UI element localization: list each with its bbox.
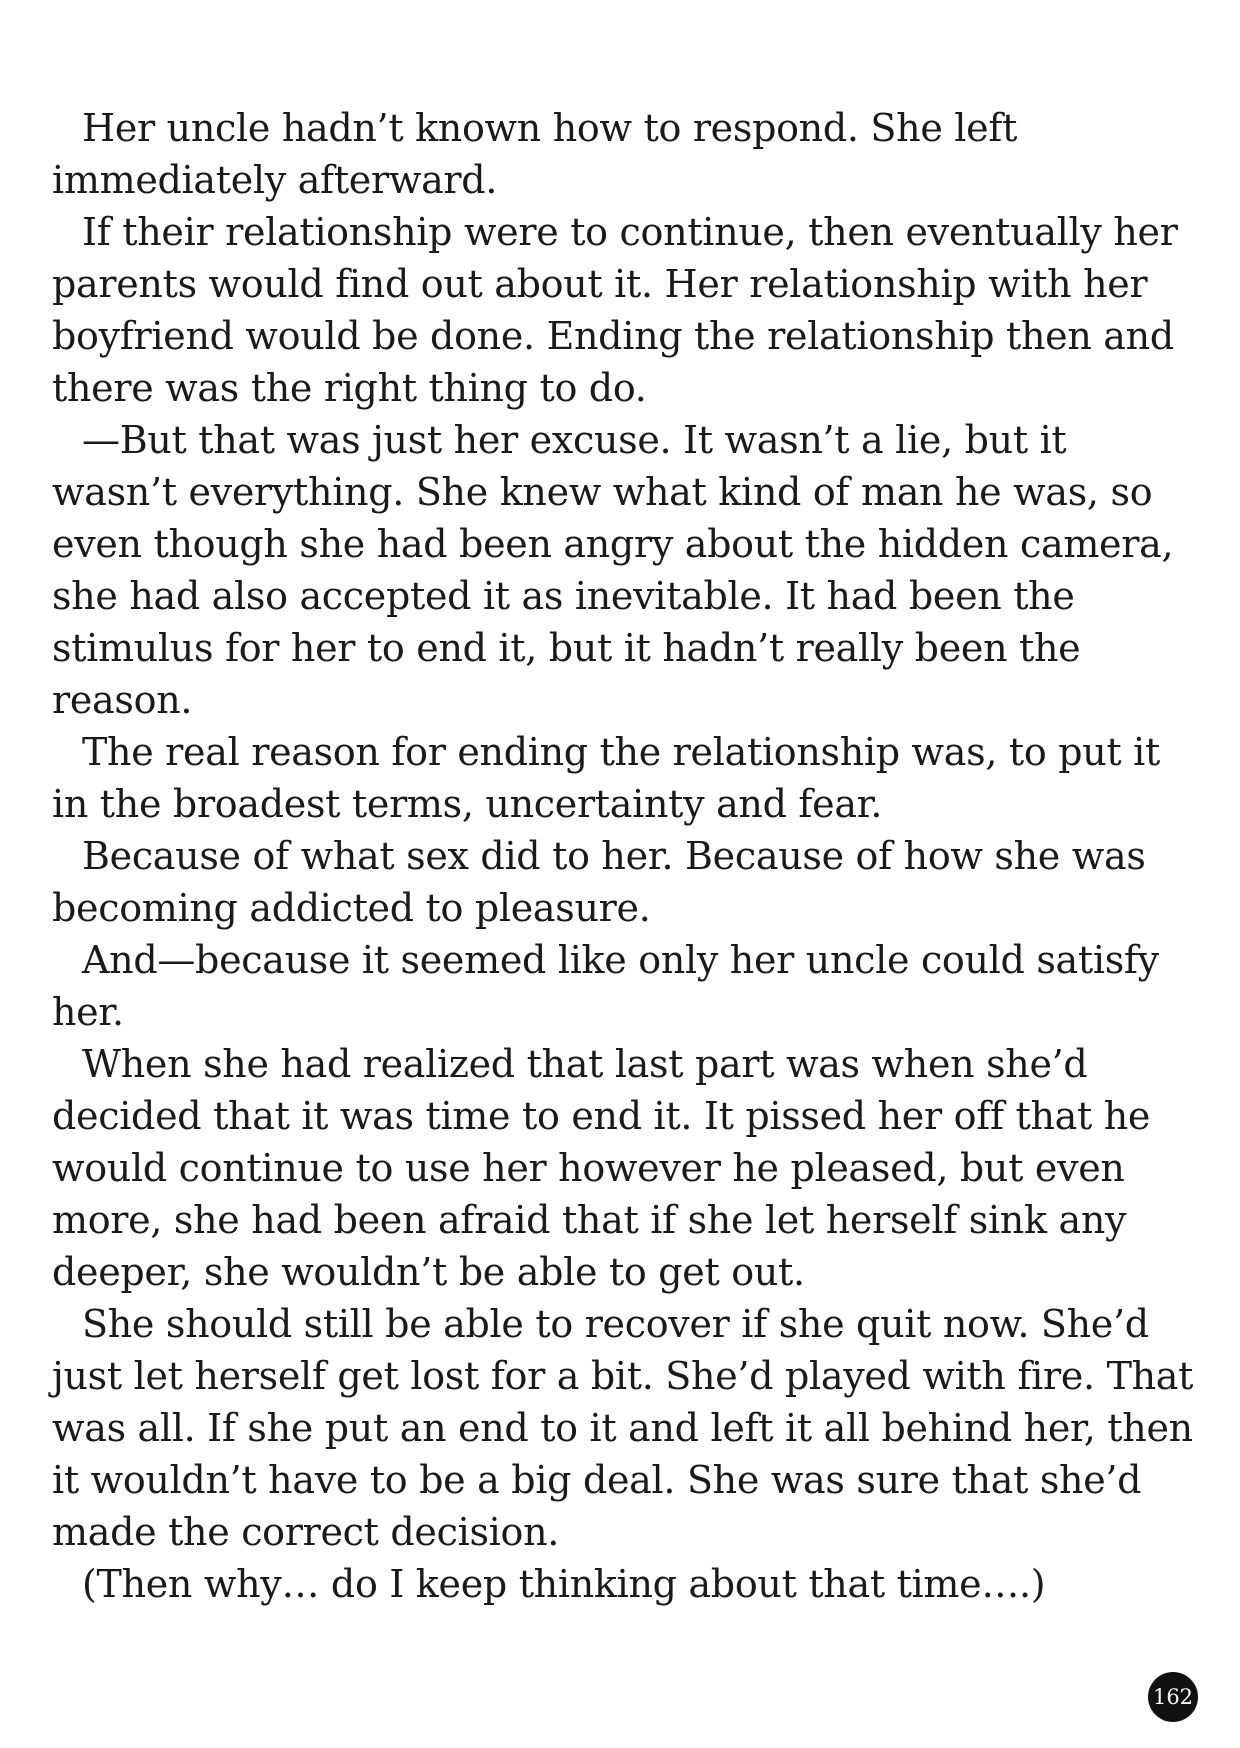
paragraph: Her uncle hadn’t known how to respond. She left immediately afterward. — [52, 106, 1018, 202]
paragraph: She should still be able to recover if she quit now. She’d just let herself get lost for a bit. She’d played with fire. That was all. If she put an end to it and left it all behind her, then it wouldn’t have to be a big deal. She was sure that she’d made the correct decision. — [52, 1302, 1194, 1554]
page-number-badge: 162 — [1148, 1672, 1198, 1722]
paragraph: And—because it seemed like only her uncle could satisfy her. — [52, 938, 1159, 1034]
paragraph: (Then why… do I keep thinking about that time….) — [82, 1562, 1046, 1606]
body-text — [52, 102, 1202, 1610]
paragraph: The real reason for ending the relationship was, to put it in the broadest terms, uncertainty and fear. — [52, 730, 1160, 826]
paragraph: When she had realized that last part was when she’d decided that it was time to end it. It pissed her off that he would continue to use her however he pleased, but even more, she had been afraid that if she let herself sink any deeper, she wouldn’t be able to get out. — [52, 1042, 1151, 1294]
paragraph: Because of what sex did to her. Because of how she was becoming addicted to pleasure. — [52, 834, 1146, 930]
paragraph: If their relationship were to continue, then eventually her parents would find out about it. Her relationship with her boyfriend would be done. Ending the relationship then and there was the right thing to do. — [52, 210, 1178, 410]
paragraph: —But that was just her excuse. It wasn’t a lie, but it wasn’t everything. She knew what kind of man he was, so even though she had been angry about the hidden camera, she had also accepted it as inevitable. It had been the stimulus for her to end it, but it hadn’t really been the reason. — [52, 418, 1174, 722]
